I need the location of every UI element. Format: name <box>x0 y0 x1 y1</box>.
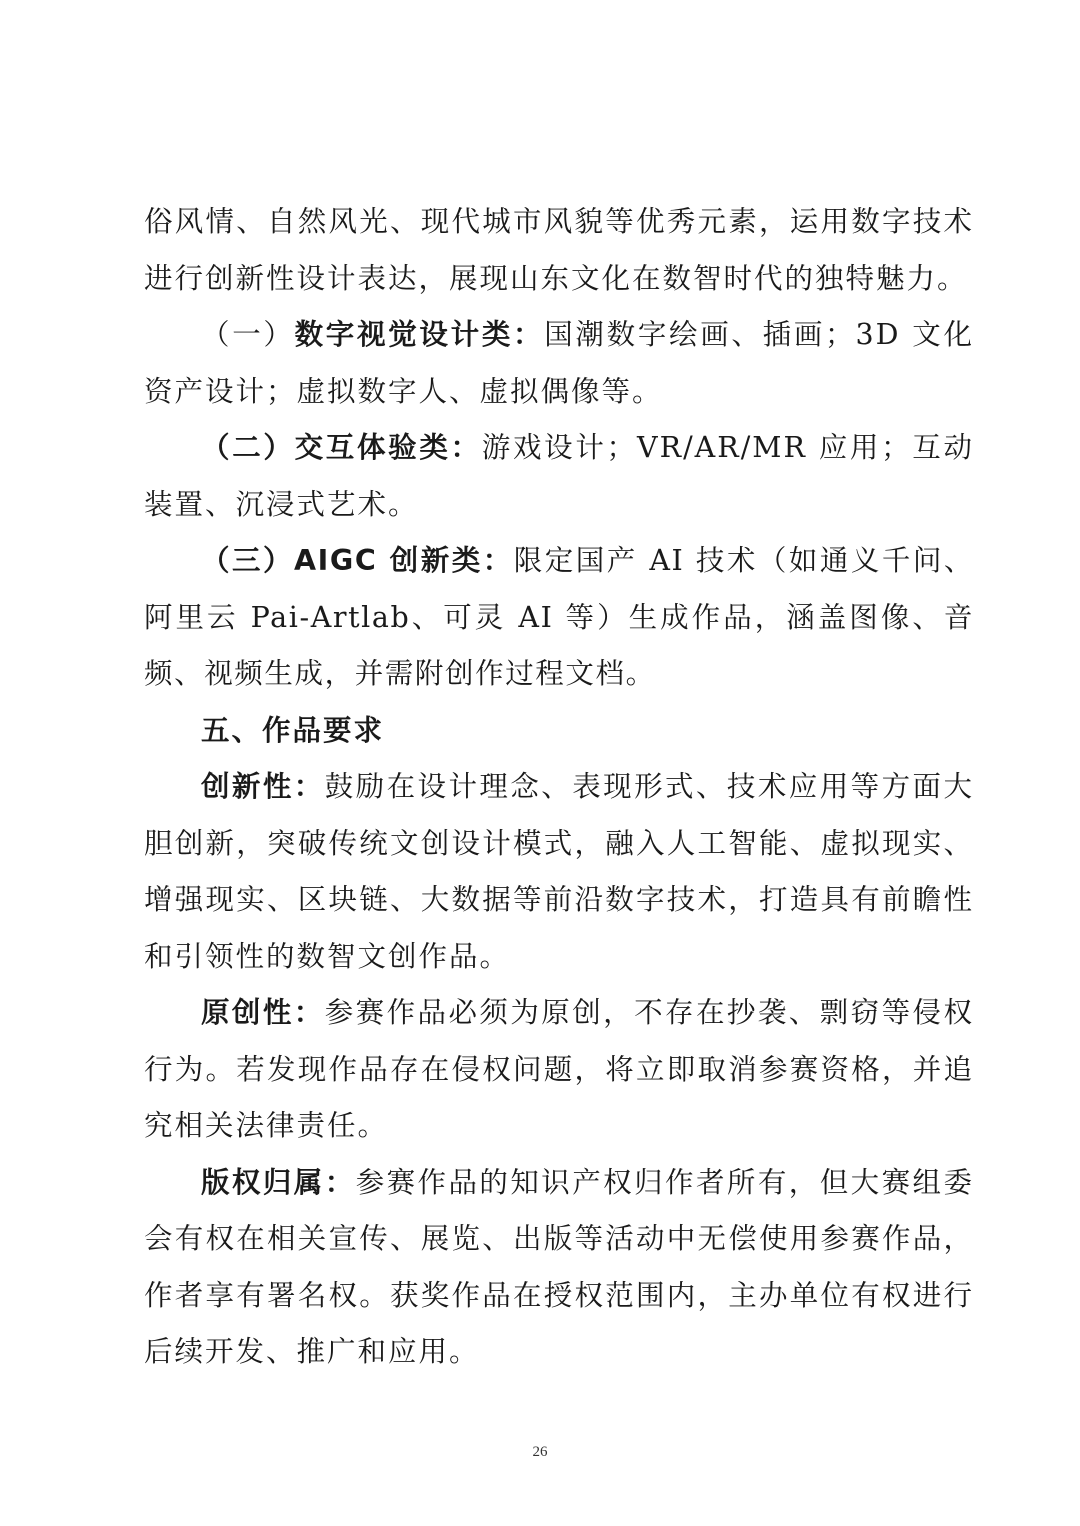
section-heading: 五、作品要求 <box>201 713 385 747</box>
category-text: 游戏设计；VR/AR/MR 应用；互动装置、沉浸式艺术。 <box>144 431 974 521</box>
paragraph-requirement-copyright <box>144 1155 974 1381</box>
paragraph-requirement-innovation <box>144 759 974 985</box>
page-number: 26 <box>532 1444 548 1460</box>
paragraph-category-3 <box>144 533 974 703</box>
category-prefix: （一） <box>201 318 295 351</box>
paragraph-requirement-originality <box>144 985 974 1155</box>
category-title: （三）AIGC 创新类： <box>201 544 514 577</box>
requirement-text: 参赛作品必须为原创，不存在抄袭、剽窃等侵权行为。若发现作品存在侵权问题，将立即取消参赛资格，并追究相关法律责任。 <box>144 996 974 1142</box>
category-title: 数字视觉设计类： <box>294 318 545 351</box>
paragraph-continuation <box>144 194 974 307</box>
category-title: （二）交互体验类： <box>201 431 482 464</box>
category-text: 国潮数字绘画、插画；3D 文化资产设计；虚拟数字人、虚拟偶像等。 <box>144 318 974 408</box>
requirement-title: 版权归属： <box>201 1165 356 1199</box>
requirement-text: 鼓励在设计理念、表现形式、技术应用等方面大胆创新，突破传统文创设计模式，融入人工智能、虚拟现实、增强现实、区块链、大数据等前沿数字技术，打造具有前瞻性和引领性的数智文创作品。 <box>144 770 974 973</box>
paragraph-text: 俗风情、自然风光、现代城市风貌等优秀元素，运用数字技术进行创新性设计表达，展现山东文化在数智时代的独特魅力。 <box>144 205 974 295</box>
document-body <box>144 194 974 1381</box>
requirement-title: 原创性： <box>201 996 325 1029</box>
paragraph-category-1 <box>144 307 974 420</box>
paragraph-category-2 <box>144 420 974 533</box>
requirement-title: 创新性： <box>201 770 325 803</box>
category-text: 限定国产 AI 技术（如通义千问、阿里云 Pai-Artlab、可灵 AI 等）生成作品，涵盖图像、音频、视频生成，并需附创作过程文档。 <box>144 544 974 690</box>
requirement-text: 参赛作品的知识产权归作者所有，但大赛组委会有权在相关宣传、展览、出版等活动中无偿使用参赛作品，作者享有署名权。获奖作品在授权范围内，主办单位有权进行后续开发、推广和应用。 <box>144 1165 974 1368</box>
